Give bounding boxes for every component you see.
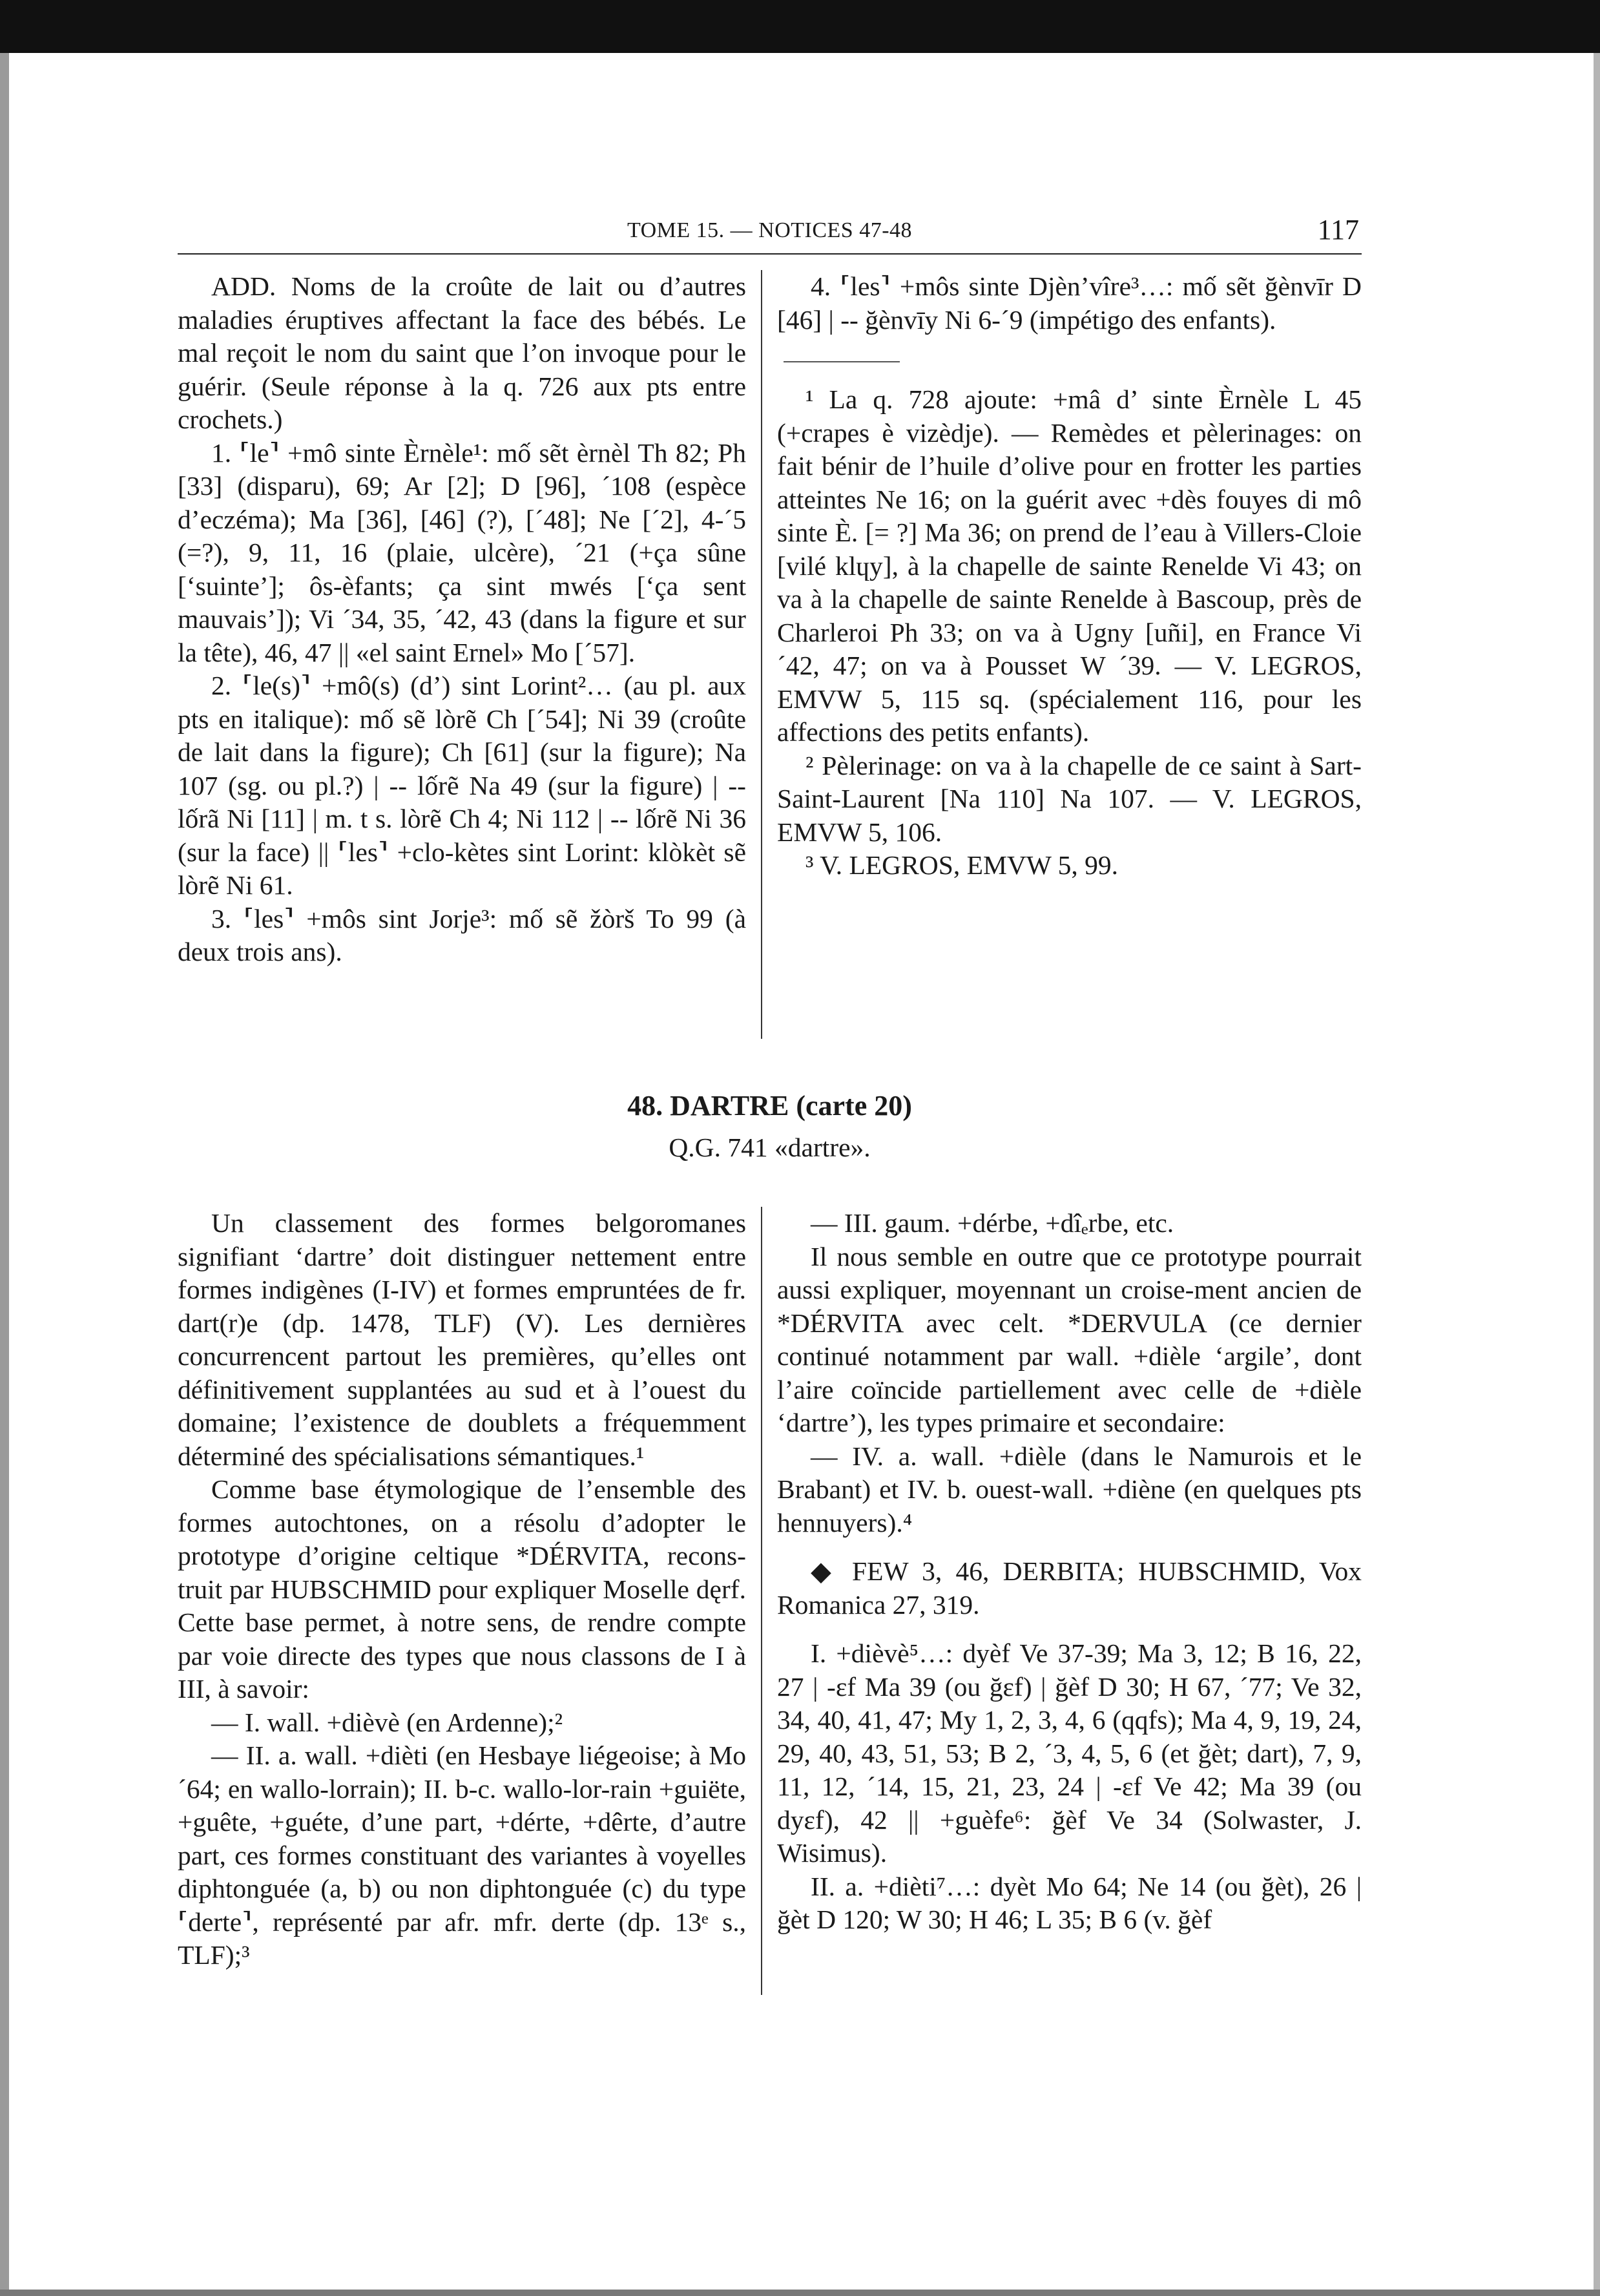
notice-47-left-column [178,270,746,969]
paragraph: — II. a. wall. +dièti (en Hesbaye liégeoise; à Mo ´64; en wallo-lorrain); II. b-c. wallo-lor-rain +guiëte, +guête, +guéte, d’une part, +dérte, +dêrte, d’autre part, ces formes constituant des variantes à voyelles diphtonguée (a, b) ou non diphtonguée (c) du type ⸢derte⸣, représenté par afr. mfr. derte (dp. 13ᵉ s., TLF);³ [178,1740,746,1970]
paragraph: Il nous semble en outre que ce prototype pourrait aussi expliquer, moyennant un croise-ment ancien de *DÉRVITA avec celt. *DERVULA (ce dernier continué notamment par wall. +dièle ‘argile’, dont l’aire coïncide partiellement avec celle de +dièle ‘dartre’), les types primaire et secondaire: [777,1241,1362,1437]
footnote: ¹ La q. 728 ajoute: +mâ d’ sinte Èrnèle L 45 (+crapes è vizèdje). — Remèdes et pèlerinages: on fait bénir de l’huile d’olive pour en frotter les parties atteintes Ne 16; on la guérit avec +dès fouyes di mô sinte È. [= ?] Ma 36; on prend de l’eau à Villers-Cloie [vilé klɥy], à la chapelle de sainte Renelde Vi 43; on va à la chapelle de sainte Renelde à Bascoup, près de Charleroi Ph 33; on va à Ugny [uñi], en France Vi ´42, 47; on va à Pousset W ´39. — V. LEGROS, EMVW 5, 115 sq. (spécialement 116, pour les affections des petits enfants). [777,384,1362,747]
section-title: 48. DARTRE (carte 20) [627,1090,912,1122]
scan-right-edge [1594,53,1600,2296]
notice-48-right-column [777,1207,1362,1937]
paragraph: 2. ⸢le(s)⸣ +mô(s) (d’) sint Lorint²… (au pl. aux pts en italique): mố sẽ lòrẽ Ch [´54]; Ni 39 (croûte de lait dans la figure); Ch [61] (sur la figure); Na 107 (sg. ou pl.?) | -- lốrẽ Na 49 (sur la figure) | -- lốrã Ni [11] | m. t s. lòrẽ Ch 4; Ni 112 | -- lốrẽ Ni 36 (sur la face) || ⸢les⸣ +clo-kètes sint Lorint: klòkèt sẽ lòrẽ Ni 61. [178,671,746,900]
paragraph: 1. ⸢le⸣ +mô sinte Èrnèle¹: mố sẽt èrnèl Th 82; Ph [33] (disparu), 69; Ar [2]; D [96], ´108 (espèce d’eczéma); Ma [36], [46] (?), [´48]; Ne [´2], 4-´5 (=?), 9, 11, 16 (plaie, ulcère), ´21 (+ça sûne [‘suinte’]; ôs-èfants; ça sint mwés [‘ça sent mauvais’]); Vi ´34, 35, ´42, 43 (dans la figure et sur la tête), 46, 47 || «el saint Ernel» Mo [´57]. [178,437,746,667]
running-head [178,213,1362,252]
footnote: ² Pèlerinage: on va à la chapelle de ce saint à Sart-Saint-Laurent [Na 110] Na 107. — V. LEGROS, EMVW 5, 106. [777,750,1362,847]
header-rule [178,253,1362,255]
notice-47-right-column [777,270,1362,882]
scan-top-border [0,0,1600,53]
paragraph: 4. ⸢les⸣ +môs sinte Djèn’vîre³…: mố sẽt ğènvīr D [46] | -- ğènvīy Ni 6-´9 (impétigo des enfants). [777,271,1362,335]
bibliography-note: ◆ FEW 3, 46, DERBITA; HUBSCHMID, Vox Romanica 27, 319. [777,1556,1362,1620]
scan-left-edge [0,53,9,2296]
scan-bottom-edge [0,2290,1600,2296]
paragraph: II. a. +dièti⁷…: dyèt Mo 64; Ne 14 (ou ğèt), 26 | ğèt D 120; W 30; H 46; L 35; B 6 (v. ğèf [777,1871,1362,1934]
section-subtitle: Q.G. 741 «dartre». [669,1132,871,1162]
paragraph: — IV. a. wall. +dièle (dans le Namurois et le Brabant) et IV. b. ouest-wall. +diène (en quelques pts hennuyers).⁴ [777,1441,1362,1538]
footnote-rule [784,361,900,362]
column-divider [761,1207,762,1995]
running-head-title: TOME 15. — NOTICES 47-48 [627,218,913,242]
column-divider [761,270,762,1039]
paragraph: ADD. Noms de la croûte de lait ou d’autres maladies éruptives affectant la face des bébés. Le mal reçoit le nom du saint que l’on invoque pour le guérir. (Seule réponse à la q. 726 aux pts entre crochets.) [178,271,746,434]
paragraph: — III. gaum. +dérbe, +dîₑrbe, etc. [811,1208,1174,1238]
paragraph: Un classement des formes belgoromanes signifiant ‘dartre’ doit distinguer nettement entre formes indigènes (I-IV) et formes empruntées de fr. dart(r)e (dp. 1478, TLF) (V). Les dernières concurrencent partout les premières, qu’elles ont définitivement supplantées au sud et à l’ouest du domaine; l’existence de doublets a fréquemment déterminé des spécialisations sémantiques.¹ [178,1208,746,1471]
footnote: ³ V. LEGROS, EMVW 5, 99. [805,850,1118,880]
footnotes [777,383,1362,882]
paragraph: Comme base étymologique de l’ensemble des formes autochtones, on a résolu d’adopter le prototype d’origine celtique *DÉRVITA, recons-truit par HUBSCHMID pour expliquer Moselle dęrf. Cette base permet, à notre sens, de rendre compte par voie directe des types que nous classons de I à III, à savoir: [178,1474,746,1704]
paragraph: 3. ⸢les⸣ +môs sint Jorje³: mố sẽ žòrš To 99 (à deux trois ans). [178,903,746,966]
notice-48-left-column [178,1207,746,1972]
paragraph: I. +dièvè⁵…: dyèf Ve 37-39; Ma 3, 12; B 16, 22, 27 | -ɛf Ma 39 (ou ğɛf) | ğèf D 30; H 67, ´77; Ve 32, 34, 40, 41, 47; My 1, 2, 3, 4, 6 (qqfs); Ma 4, 9, 19, 24, 29, 40, 43, 51, 53; B 2, ´3, 4, 5, 6 (et ğèt; dart), 7, 9, 11, 12, ´14, 15, 21, 23, 24 | -ɛf Ve 42; Ma 39 (ou dyɛf), 42 || +guèfe⁶: ğèf Ve 34 (Solwaster, J. Wisimus). [777,1638,1362,1868]
paragraph: — I. wall. +dièvè (en Ardenne);² [211,1707,563,1737]
page-number: 117 [1317,214,1359,245]
